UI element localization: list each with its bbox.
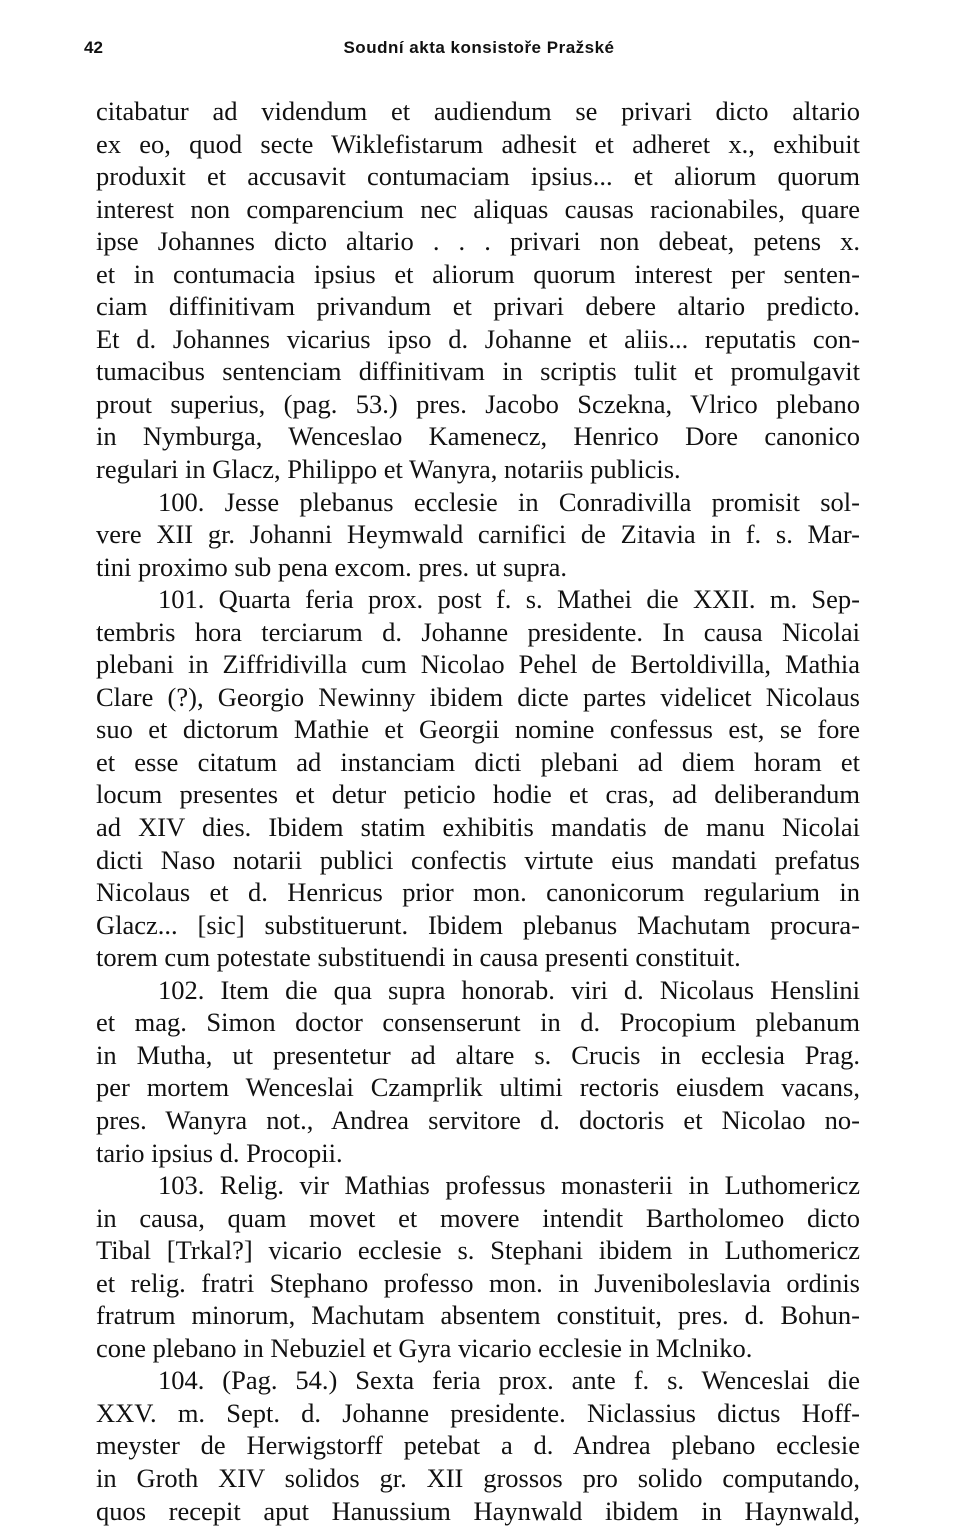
text-line: quos recepit aput Hanussium Haynwald ibidem in Haynwald, bbox=[96, 1495, 860, 1526]
text-line: pres. Wanyra not., Andrea servitore d. doctoris et Nicolao no- bbox=[96, 1104, 860, 1135]
text-line: Nicolaus et d. Henricus prior mon. canonicorum regularium in bbox=[96, 877, 860, 908]
text-line: ex eo, quod secte Wiklefistarum adhesit et adheret x., exhibuit bbox=[96, 128, 860, 159]
text-line: torem cum potestate substituendi in causa presenti constituit. bbox=[96, 942, 741, 973]
text-line: citabatur ad videndum et audiendum se privari dicto altario bbox=[96, 96, 860, 126]
text-line: in Mutha, ut presentetur ad altare s. Crucis in ecclesia Prag. bbox=[96, 1039, 860, 1070]
text-line: XXV. m. Sept. d. Johanne presidente. Niclassius dictus Hoff- bbox=[96, 1397, 860, 1428]
text-line: et relig. fratri Stephano professo mon. in Juveniboleslavia ordinis bbox=[96, 1267, 860, 1298]
text-line: meyster de Herwigstorff petebat a d. Andrea plebano ecclesie bbox=[96, 1430, 860, 1461]
text-line: ad XIV dies. Ibidem statim exhibitis mandatis de manu Nicolai bbox=[96, 812, 860, 843]
text-line: Tibal [Trkal?] vicario ecclesie s. Stephani ibidem in Luthomericz bbox=[96, 1235, 860, 1266]
text-line: plebani in Ziffridivilla cum Nicolao Pehel de Bertoldivilla, Mathia bbox=[96, 649, 860, 680]
text-line: tario ipsius d. Procopii. bbox=[96, 1137, 343, 1168]
text-line: 103. Relig. vir Mathias professus monasterii in Luthomericz bbox=[158, 1170, 860, 1201]
text-line: fratrum minorum, Machutam absentem constituit, pres. d. Bohun- bbox=[96, 1300, 860, 1331]
text-line: et in contumacia ipsius et aliorum quorum interest per senten- bbox=[96, 258, 860, 289]
running-title: Soudní akta konsistoře Pražské bbox=[343, 38, 615, 57]
text-line: vere XII gr. Johanni Heymwald carnifici de Zitavia in f. s. Mar- bbox=[96, 519, 860, 550]
text-line: Et d. Johannes vicarius ipso d. Johanne et aliis... reputatis con- bbox=[96, 323, 860, 354]
text-line: Glacz... [sic] substituerunt. Ibidem plebanus Machutam procura- bbox=[96, 909, 860, 940]
text-line: produxit et accusavit contumaciam ipsius... et aliorum quorum bbox=[96, 161, 860, 192]
text-line: suo et dictorum Mathie et Georgii nomine confessus est, se fore bbox=[96, 714, 860, 745]
text-line: 104. (Pag. 54.) Sexta feria prox. ante f. s. Wenceslai die bbox=[158, 1365, 860, 1396]
body-text bbox=[96, 95, 860, 1527]
text-line: locum presentes et detur peticio hodie et cras, ad deliberandum bbox=[96, 779, 860, 810]
text-line: et esse citatum ad instanciam dicti plebani ad diem horam et bbox=[96, 746, 860, 777]
text-line: tini proximo sub pena excom. pres. ut supra. bbox=[96, 551, 568, 582]
text-line: et mag. Simon doctor consenserunt in d. Procopium plebanum bbox=[96, 1007, 860, 1038]
text-line: 102. Item die qua supra honorab. viri d. Nicolaus Henslini bbox=[158, 974, 860, 1005]
running-header bbox=[84, 30, 874, 60]
text-line: prout superius, (pag. 53.) pres. Jacobo Sczekna, Vlrico plebano bbox=[96, 388, 860, 419]
text-line: interest non comparencium nec aliquas causas racionabiles, quare bbox=[96, 193, 860, 224]
text-line: Clare (?), Georgio Newinny ibidem dicte partes videlicet Nicolaus bbox=[96, 681, 860, 712]
text-line: tembris hora terciarum d. Johanne presidente. In causa Nicolai bbox=[96, 616, 860, 647]
text-line: regulari in Glacz, Philippo et Wanyra, notariis publicis. bbox=[96, 454, 681, 485]
text-line: 101. Quarta feria prox. post f. s. Mathei die XXII. m. Sep- bbox=[158, 584, 860, 615]
text-line: in Nymburga, Wenceslao Kamenecz, Henrico Dore canonico bbox=[96, 421, 860, 452]
text-line: dicti Naso notarii publici confectis virtute eius mandati prefatus bbox=[96, 844, 860, 875]
text-line: 100. Jesse plebanus ecclesie in Conradivilla promisit sol- bbox=[158, 486, 860, 517]
text-line: in causa, quam movet et movere intendit Bartholomeo dicto bbox=[96, 1202, 860, 1233]
text-line: per mortem Wenceslai Czamprlik ultimi rectoris eiusdem vacans, bbox=[96, 1072, 860, 1103]
text-line: ciam diffinitivam privandum et privari debere altario predicto. bbox=[96, 291, 860, 322]
text-line: tumacibus sentenciam diffinitivam in scriptis tulit et promulgavit bbox=[96, 356, 860, 387]
text-line: ipse Johannes dicto altario . . . privari non debeat, petens x. bbox=[96, 226, 860, 257]
text-line: in Groth XIV solidos gr. XII grossos pro solido computando, bbox=[96, 1462, 860, 1493]
text-line: cone plebano in Nebuziel et Gyra vicario ecclesie in Mclniko. bbox=[96, 1332, 753, 1363]
page-number: 42 bbox=[84, 38, 103, 57]
